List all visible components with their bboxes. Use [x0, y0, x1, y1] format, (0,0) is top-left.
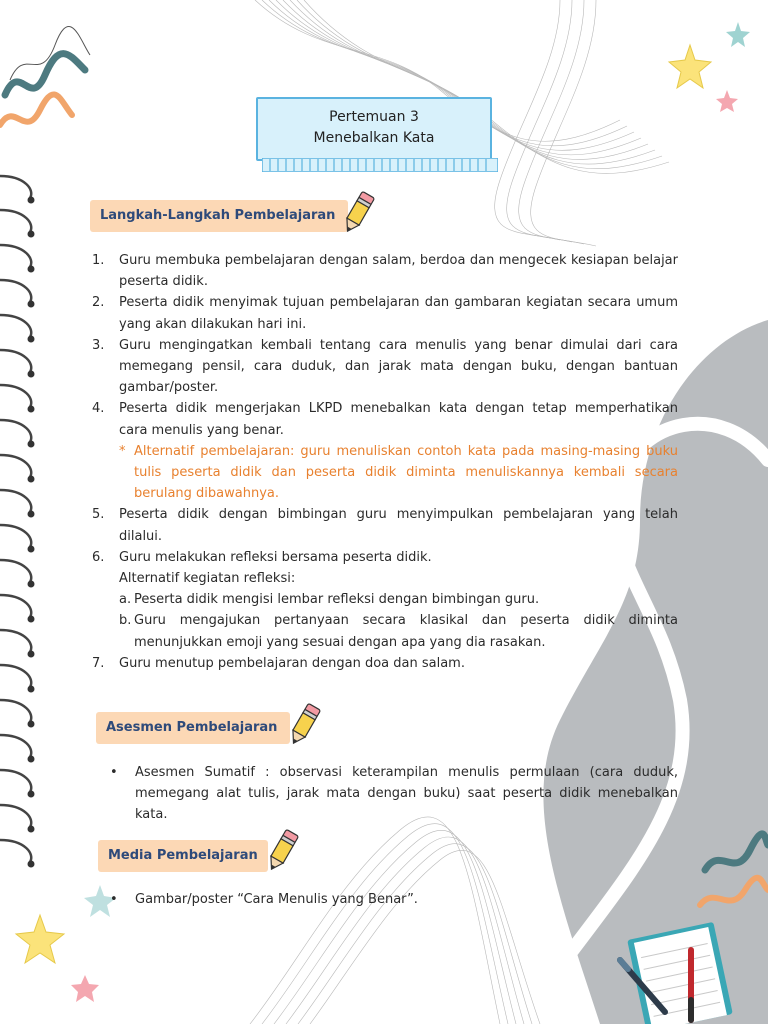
title-box-3d-edge [262, 158, 498, 172]
item-text: Guru membuka pembelajaran dengan salam, berdoa dan mengecek kesiapan belajar peserta didik. [119, 253, 678, 290]
list-item [92, 504, 678, 546]
pencil-icon [338, 190, 378, 236]
item-text: Guru mengingatkan kembali tentang cara menulis yang benar dimulai dari cara memegang pensil, cara duduk, dan jarak mata dengan buku, dengan bantuan gambar/poster. [119, 337, 678, 396]
item-text: Peserta didik mengisi lembar refleksi dengan bimbingan guru. [134, 592, 540, 608]
item-number: 3. [92, 337, 105, 353]
list-item [92, 398, 678, 440]
item-letter: b. [119, 613, 132, 629]
list-item [92, 250, 678, 292]
star-pink-bottom [71, 975, 99, 1002]
list-item [110, 889, 678, 910]
item-number: 4. [92, 401, 105, 417]
item-letter: a. [119, 592, 132, 608]
star-yellow-bottom [16, 915, 64, 963]
section-header-langkah: Langkah-Langkah Pembelajaran [90, 200, 348, 232]
pencil-icon [262, 828, 302, 874]
squiggle-orange-top [0, 94, 72, 125]
star-teal-top [726, 22, 750, 47]
bullet: • [110, 892, 118, 907]
item-number: 1. [92, 253, 105, 268]
list-item [92, 547, 678, 568]
item-number: 2. [92, 295, 105, 311]
item-number: 7. [92, 655, 105, 671]
title-line-1: Pertemuan 3 [329, 109, 419, 125]
note-marker: * [119, 443, 126, 459]
reflection-intro: Alternatif kegiatan refleksi: [119, 571, 296, 587]
item-number: 6. [92, 549, 105, 565]
list-item [92, 335, 678, 399]
section-header-media: Media Pembelajaran [98, 840, 268, 872]
section-header-asesmen: Asesmen Pembelajaran [96, 712, 290, 744]
item-number: 5. [92, 507, 105, 523]
item-text: Guru menutup pembelajaran dengan doa dan salam. [119, 655, 465, 671]
steps-list [92, 250, 678, 674]
item-text: Peserta didik menyimak tujuan pembelajaran dan gambaran kegiatan secara umum yang akan dilakukan hari ini. [119, 295, 678, 332]
bullet: • [110, 765, 118, 780]
reflection-item [92, 589, 678, 610]
item-text: Asesmen Sumatif : observasi keterampilan menulis permulaan (cara duduk, memegang alat tulis, jarak mata dengan buku) saat peserta didik menebalkan kata. [135, 765, 678, 823]
spiral-binding [0, 176, 31, 862]
list-item [92, 292, 678, 334]
item-text: Peserta didik mengerjakan LKPD menebalkan kata dengan tetap memperhatikan cara menulis yang benar. [119, 401, 678, 438]
item-text: Peserta didik dengan bimbingan guru menyimpulkan pembelajaran yang telah dilalui. [119, 507, 678, 544]
squiggle-teal-top [5, 54, 85, 95]
item-text: Gambar/poster “Cara Menulis yang Benar”. [135, 892, 418, 907]
pencil-icon [284, 702, 324, 748]
item-text: Guru melakukan refleksi bersama peserta didik. [119, 549, 432, 565]
star-pink-top [716, 90, 738, 112]
title-line-2: Menebalkan Kata [313, 130, 435, 146]
reflection-item [92, 610, 678, 652]
list-item [110, 762, 678, 826]
item-text: Guru mengajukan pertanyaan secara klasikal dan peserta didik diminta menunjukkan emoji yang sesuai dengan apa yang dia rasakan. [134, 613, 678, 650]
title-box [256, 97, 492, 161]
alternative-note [92, 441, 678, 505]
star-yellow-top [669, 45, 711, 88]
note-text: Alternatif pembelajaran: guru menuliskan contoh kata pada masing-masing buku tulis peserta didik dan peserta didik diminta menuliskannya kembali secara berulang dibawahnya. [134, 443, 678, 502]
list-item [92, 653, 678, 674]
